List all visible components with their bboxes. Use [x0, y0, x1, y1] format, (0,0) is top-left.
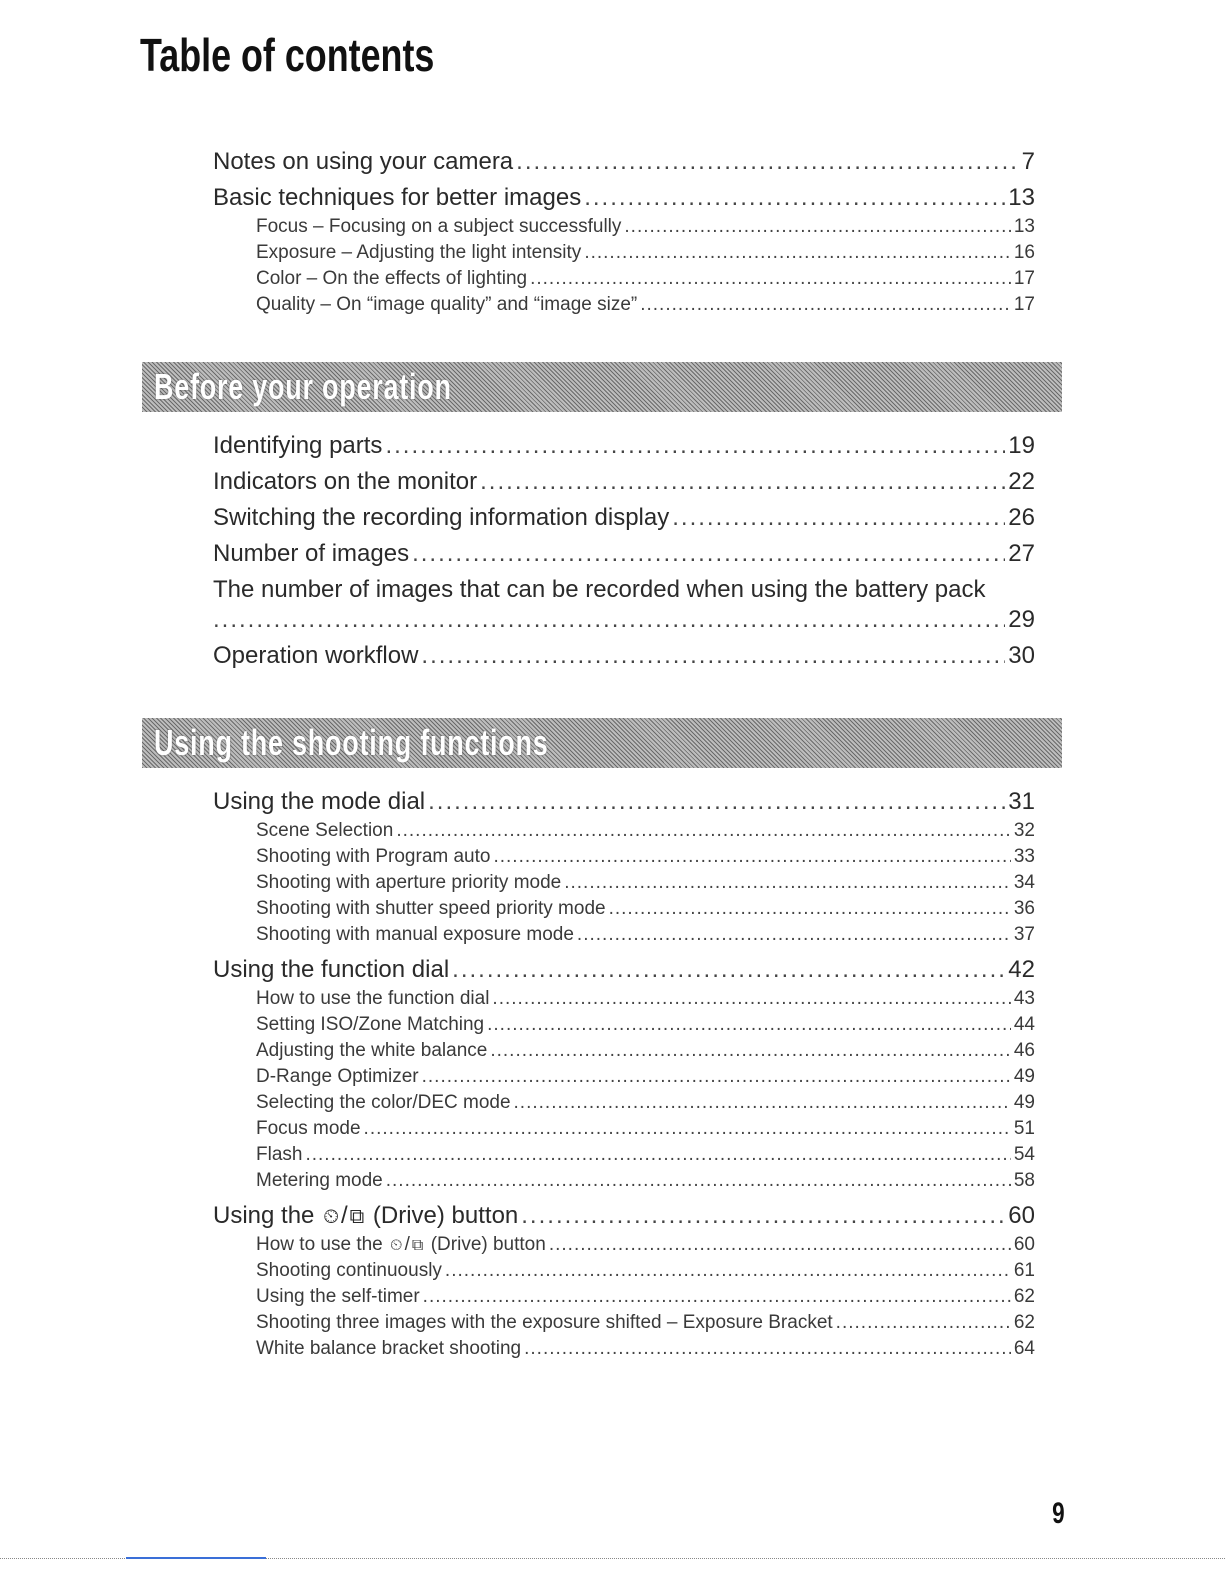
entry-page: 13 [1013, 216, 1035, 237]
toc-subentry[interactable] [256, 1168, 1035, 1194]
toc-subentry[interactable] [256, 1284, 1035, 1310]
entry-label: Using the self-timer [256, 1286, 420, 1307]
section-heading: Before your operation [154, 366, 452, 407]
dot-leader [564, 870, 1011, 896]
dot-leader [609, 896, 1011, 922]
dot-leader [487, 1012, 1011, 1038]
toc-entry-label-long[interactable]: The number of images that can be recorded when using the battery pack [213, 576, 986, 603]
entry-page: 61 [1013, 1260, 1035, 1281]
toc-subentry[interactable] [256, 1012, 1035, 1038]
entry-page: 51 [1013, 1118, 1035, 1139]
continuous-shooting-icon: ⧉ [411, 1236, 424, 1254]
toc-subentry[interactable]: How to use the ⏲ / ⧉ (Drive) button ..... 60 [256, 1232, 1035, 1258]
entry-page: 60 [1008, 1202, 1035, 1229]
entry-page: 62 [1013, 1312, 1035, 1333]
dot-leader [577, 922, 1011, 948]
dot-leader [514, 1090, 1011, 1116]
entry-label: Indicators on the monitor [213, 468, 478, 495]
dot-leader [213, 602, 1005, 638]
entry-label: How to use the [256, 1234, 383, 1255]
entry-page: 7 [1021, 148, 1035, 175]
toc-subentry[interactable] [256, 1116, 1035, 1142]
toc-subentry[interactable] [256, 1038, 1035, 1064]
entry-label: Flash [256, 1144, 303, 1165]
entry-label: Adjusting the white balance [256, 1040, 488, 1061]
toc-subentry[interactable] [256, 1090, 1035, 1116]
dot-leader [421, 638, 1005, 674]
toc-subentry[interactable] [256, 986, 1035, 1012]
entry-label: Using the mode dial [213, 788, 426, 815]
dot-leader [445, 1258, 1011, 1284]
entry-page: 43 [1013, 988, 1035, 1009]
toc-section-before-operation [213, 428, 1035, 674]
entry-page: 32 [1013, 820, 1035, 841]
toc-subentry[interactable] [256, 844, 1035, 870]
entry-page: 29 [1008, 606, 1035, 633]
dot-leader [490, 1038, 1011, 1064]
toc-subentry[interactable] [256, 1142, 1035, 1168]
entry-label: Scene Selection [256, 820, 394, 841]
dot-leader [521, 1198, 1005, 1234]
toc-entry[interactable] [213, 500, 1035, 536]
toc-entry[interactable]: Using the ⏲ / ⧉ (Drive) button ..... 60 [213, 1198, 1035, 1234]
entry-label: Focus – Focusing on a subject successfully [256, 216, 622, 237]
dot-leader [640, 292, 1011, 318]
toc-subentry[interactable] [256, 240, 1035, 266]
entry-label: Switching the recording information display [213, 504, 670, 531]
footer-mark [126, 1557, 266, 1559]
continuous-shooting-icon: ⧉ [349, 1206, 365, 1228]
section-heading: Using the shooting functions [154, 722, 549, 763]
entry-label: Shooting with manual exposure mode [256, 924, 574, 945]
dot-leader [364, 1116, 1011, 1142]
entry-label: White balance bracket shooting [256, 1338, 522, 1359]
dot-leader [452, 952, 1005, 988]
entry-page: 46 [1013, 1040, 1035, 1061]
page-number: 9 [1052, 1497, 1065, 1530]
toc-intro [213, 144, 1035, 318]
entry-label: Shooting three images with the exposure shifted – Exposure Bracket [256, 1312, 833, 1333]
entry-page: 37 [1013, 924, 1035, 945]
self-timer-icon: ⏲ [390, 1236, 403, 1254]
entry-page: 62 [1013, 1286, 1035, 1307]
toc-subentry[interactable] [256, 1064, 1035, 1090]
entry-page: 64 [1013, 1338, 1035, 1359]
entry-label: Focus mode [256, 1118, 361, 1139]
toc-entry[interactable] [213, 536, 1035, 572]
dot-leader [422, 1064, 1011, 1090]
entry-page: 13 [1008, 184, 1035, 211]
entry-page: 19 [1008, 432, 1035, 459]
dot-leader [480, 464, 1005, 500]
entry-label: Color – On the effects of lighting [256, 268, 528, 289]
entry-label: D-Range Optimizer [256, 1066, 419, 1087]
entry-label: Using the [213, 1202, 315, 1229]
toc-entry[interactable] [213, 638, 1035, 674]
entry-label: Setting ISO/Zone Matching [256, 1014, 485, 1035]
entry-label: Shooting with shutter speed priority mode [256, 898, 606, 919]
entry-page: 26 [1008, 504, 1035, 531]
dot-leader [584, 240, 1011, 266]
entry-label: Exposure – Adjusting the light intensity [256, 242, 582, 263]
entry-page: 22 [1008, 468, 1035, 495]
entry-label: Shooting continuously [256, 1260, 442, 1281]
toc-subentry[interactable] [256, 922, 1035, 948]
toc-entry-continuation[interactable] [213, 602, 1035, 638]
dot-leader [493, 844, 1010, 870]
toc-entry[interactable] [213, 784, 1035, 820]
dot-leader [530, 266, 1011, 292]
dot-leader [624, 214, 1010, 240]
entry-label: (Drive) button [430, 1234, 546, 1255]
entry-page: 49 [1013, 1066, 1035, 1087]
entry-page: 42 [1008, 956, 1035, 983]
dot-leader [836, 1310, 1011, 1336]
dot-leader [672, 500, 1005, 536]
entry-page: 44 [1013, 1014, 1035, 1035]
entry-label: Using the function dial [213, 956, 450, 983]
section-banner [142, 362, 1062, 412]
entry-page: 30 [1008, 642, 1035, 669]
self-timer-icon: ⏲ [323, 1206, 339, 1228]
entry-label: Identifying parts [213, 432, 383, 459]
entry-page: 16 [1013, 242, 1035, 263]
toc-entry[interactable] [213, 428, 1035, 464]
toc-entry[interactable] [213, 144, 1035, 180]
entry-label: Number of images [213, 540, 410, 567]
entry-page: 36 [1013, 898, 1035, 919]
toc-subentry[interactable] [256, 896, 1035, 922]
entry-page: 31 [1008, 788, 1035, 815]
entry-label: Basic techniques for better images [213, 184, 582, 211]
toc-subentry[interactable] [256, 1258, 1035, 1284]
dot-leader [492, 986, 1010, 1012]
entry-page: 60 [1013, 1234, 1035, 1255]
dot-leader [423, 1284, 1011, 1310]
toc-entry[interactable] [213, 180, 1035, 216]
entry-label: (Drive) button [372, 1202, 519, 1229]
dot-leader [412, 536, 1005, 572]
toc-subentry[interactable] [256, 292, 1035, 318]
entry-label: Selecting the color/DEC mode [256, 1092, 511, 1113]
entry-page: 17 [1013, 294, 1035, 315]
entry-label: Metering mode [256, 1170, 383, 1191]
entry-page: 54 [1013, 1144, 1035, 1165]
dot-leader [385, 428, 1005, 464]
toc-entry[interactable] [213, 464, 1035, 500]
dot-leader [516, 144, 1018, 180]
toc-subentry[interactable] [256, 214, 1035, 240]
section-banner [142, 718, 1062, 768]
entry-page: 27 [1008, 540, 1035, 567]
dot-leader [396, 818, 1011, 844]
entry-page: 17 [1013, 268, 1035, 289]
dot-leader [524, 1336, 1011, 1362]
entry-label: Shooting with aperture priority mode [256, 872, 562, 893]
toc-subentry[interactable] [256, 1310, 1035, 1336]
entry-label: Notes on using your camera [213, 148, 514, 175]
toc-subentry[interactable] [256, 266, 1035, 292]
dot-leader [584, 180, 1005, 216]
toc-subentry[interactable] [256, 1336, 1035, 1362]
dot-leader [549, 1232, 1011, 1258]
toc-section-shooting-functions [213, 784, 1035, 1362]
toc-subentry[interactable] [256, 818, 1035, 844]
toc-entry[interactable] [213, 952, 1035, 988]
entry-page: 49 [1013, 1092, 1035, 1113]
dot-leader [428, 784, 1005, 820]
entry-label: Shooting with Program auto [256, 846, 491, 867]
entry-page: 34 [1013, 872, 1035, 893]
entry-label: Quality – On “image quality” and “image size” [256, 294, 638, 315]
dot-leader [305, 1142, 1010, 1168]
entry-page: 33 [1013, 846, 1035, 867]
entry-page: 58 [1013, 1170, 1035, 1191]
dot-leader [386, 1168, 1011, 1194]
page-title: Table of contents [140, 29, 435, 81]
entry-label: How to use the function dial [256, 988, 490, 1009]
toc-subentry[interactable] [256, 870, 1035, 896]
entry-label: Operation workflow [213, 642, 419, 669]
